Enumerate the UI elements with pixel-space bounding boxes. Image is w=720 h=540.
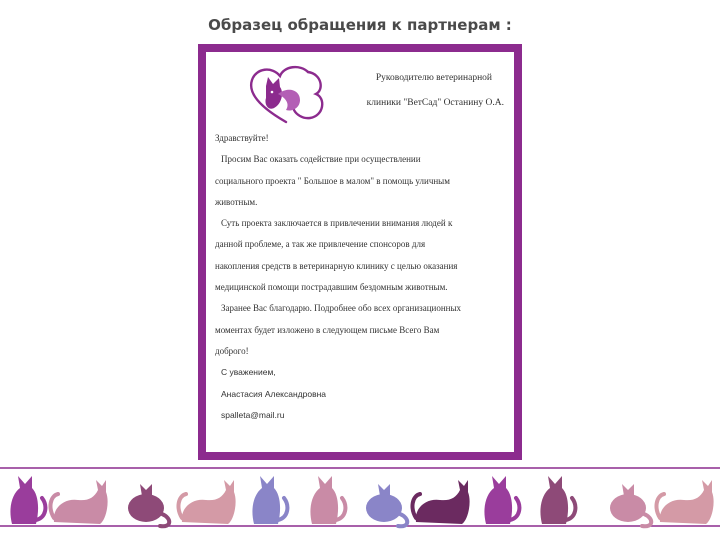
cat-silhouette-icon: [540, 476, 575, 524]
cat-silhouette-icon: [657, 480, 714, 524]
cat-silhouette-icon: [310, 476, 345, 524]
cat-silhouette-icon: [413, 480, 470, 524]
cat-border: [0, 458, 720, 540]
cat-silhouette-icon: [484, 476, 519, 524]
signature-closing: С уважением,: [221, 367, 276, 378]
body-line: данной проблеме, а так же привлечение спонсоров для: [215, 239, 426, 250]
cat-silhouette-icon: [252, 476, 287, 524]
cat-silhouette-icon: [179, 480, 236, 524]
body-line: Просим Вас оказать содействие при осуществлении: [221, 154, 421, 165]
cat-silhouette-icon: [610, 484, 651, 526]
cat-silhouette-icon: [51, 480, 108, 524]
body-line: Заранее Вас благодарю. Подробнее обо всех организационных: [221, 303, 462, 314]
letter-page: [206, 52, 514, 452]
body-line: доброго!: [215, 345, 249, 356]
greeting: Здравствуйте!: [215, 133, 269, 143]
body-line: моментах будет изложено в следующем письме Всего Вам: [215, 324, 440, 335]
signature-email[interactable]: spalleta@mail.ru: [221, 409, 285, 420]
letter-body: [215, 128, 511, 426]
body-line: накопления средств в ветеринарную клинику с целью оказания: [215, 260, 458, 271]
body-line: медицинской помощи пострадавшим бездомным животным.: [215, 282, 448, 293]
cat-silhouette-icon: [10, 476, 45, 524]
signature-name: Анастасия Александровна: [221, 388, 327, 399]
body-line: социального проекта " Большое в малом" в помощь уличным: [215, 175, 450, 186]
addressee-line: Руководителю ветеринарной: [375, 73, 492, 83]
addressee-block: [314, 66, 504, 116]
letter-frame: [198, 44, 522, 460]
addressee-line: клиники "ВетСад" Останину О.А.: [366, 98, 504, 108]
cat-silhouette-icon: [128, 484, 169, 526]
slide-title: Образец обращения к партнерам :: [208, 16, 512, 34]
body-line: животным.: [215, 196, 258, 207]
body-line: Суть проекта заключается в привлечении внимания людей к: [221, 218, 453, 229]
cat-silhouette-icon: [366, 484, 407, 526]
